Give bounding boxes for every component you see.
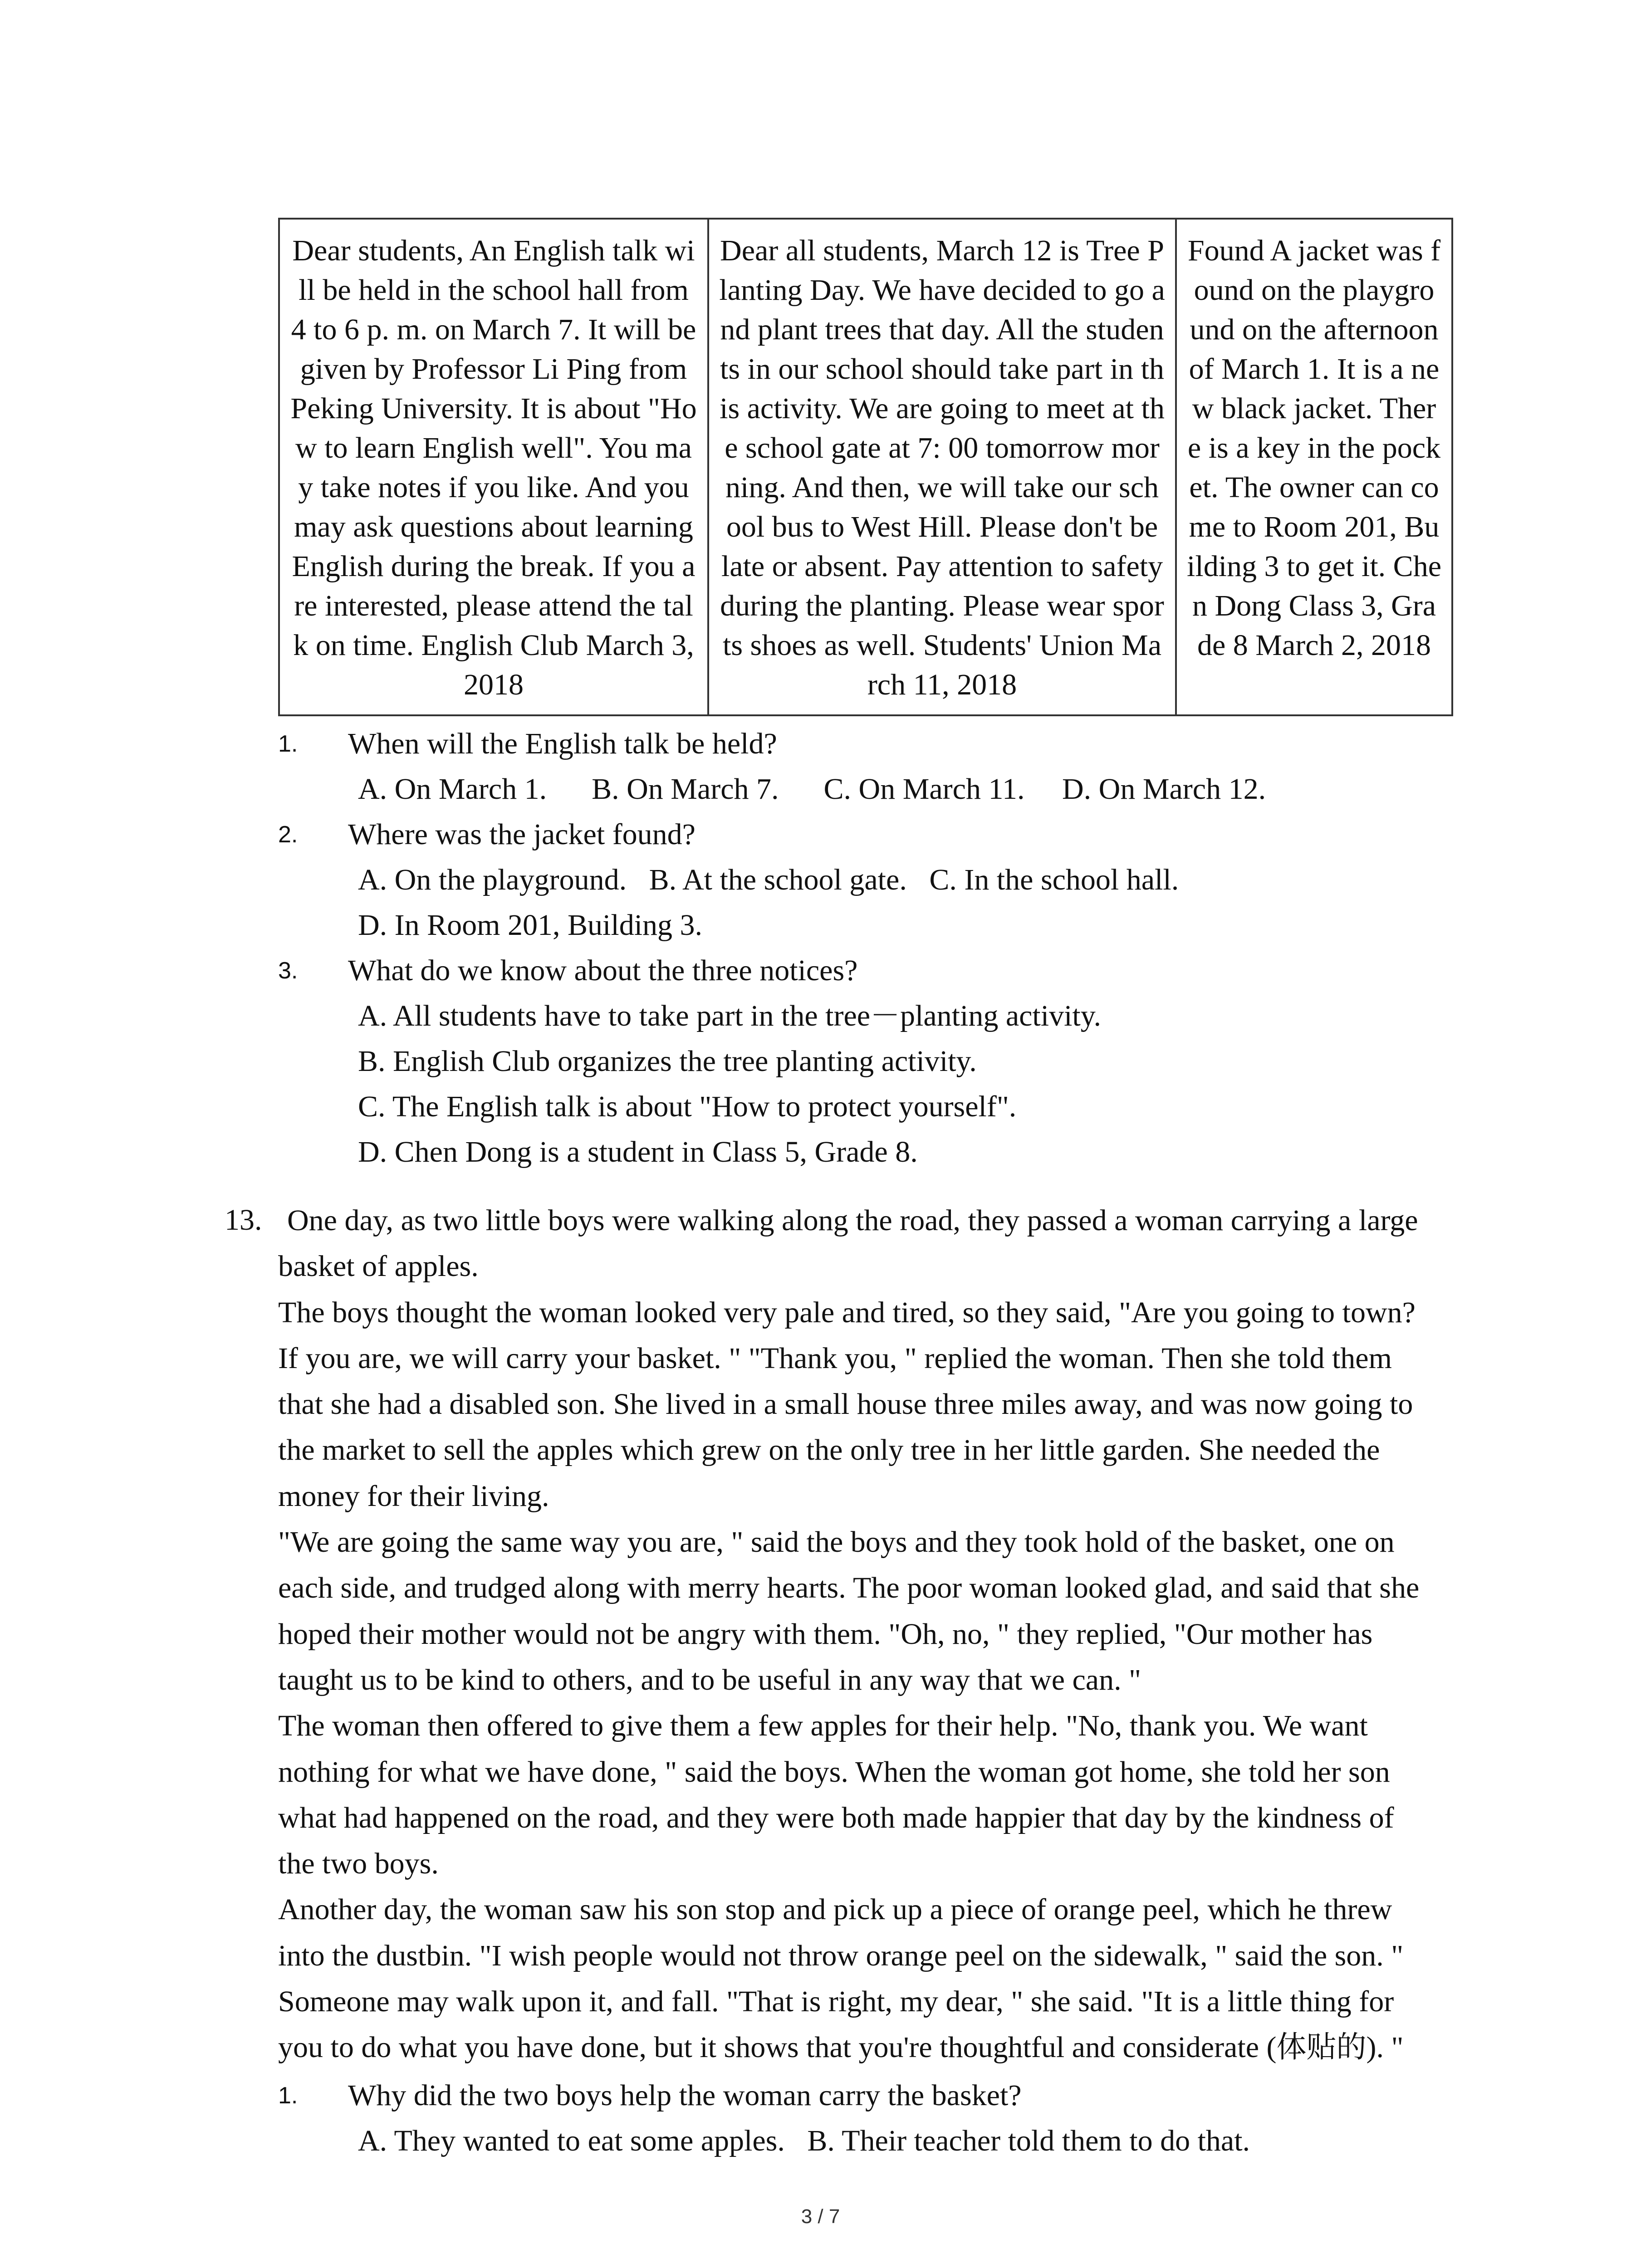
passage-line: One day, as two little boys were walking along the road, they passed a woman carrying a large bbox=[287, 1204, 1418, 1237]
question-options: A. On the playground. B. At the school gate. C. In the school hall. bbox=[358, 863, 1179, 896]
passage-line: The woman then offered to give them a few apples for their help. "No, thank you. We want bbox=[278, 1709, 1368, 1743]
question-option: C. The English talk is about "How to protect yourself". bbox=[358, 1090, 1017, 1123]
passage-line: nothing for what we have done, " said the boys. When the woman got home, she told her son bbox=[278, 1755, 1390, 1789]
question-option: D. Chen Dong is a student in Class 5, Grade 8. bbox=[358, 1135, 918, 1168]
passage-line: basket of apples. bbox=[278, 1250, 479, 1283]
passage-line: each side, and trudged along with merry hearts. The poor woman looked glad, and said that she bbox=[278, 1571, 1420, 1605]
page-number: 3 / 7 bbox=[801, 2205, 840, 2228]
passage-line: hoped their mother would not be angry with them. "Oh, no, " they replied, "Our mother has bbox=[278, 1617, 1373, 1651]
passage-line: "We are going the same way you are, " said the boys and they took hold of the basket, one on bbox=[278, 1525, 1395, 1559]
question-text: Why did the two boys help the woman carry the basket? bbox=[348, 2079, 1022, 2112]
question-number: 1. bbox=[278, 2082, 298, 2109]
notices-row bbox=[279, 219, 1452, 715]
passage-line: what had happened on the road, and they were both made happier that day by the kindness of bbox=[278, 1801, 1394, 1834]
passage-line: into the dustbin. "I wish people would not throw orange peel on the sidewalk, " said the son. " bbox=[278, 1939, 1404, 1972]
question-option: B. English Club organizes the tree planting activity. bbox=[358, 1045, 977, 1078]
question-text: What do we know about the three notices? bbox=[348, 954, 858, 987]
passage-line: money for their living. bbox=[278, 1479, 549, 1513]
question-text: Where was the jacket found? bbox=[348, 818, 696, 851]
passage-line: that she had a disabled son. She lived in a small house three miles away, and was now going to bbox=[278, 1388, 1413, 1421]
question-options: A. On March 1. B. On March 7. C. On March 11. D. On March 12. bbox=[358, 772, 1266, 806]
passage-line: the market to sell the apples which grew on the only tree in her little garden. She needed the bbox=[278, 1433, 1380, 1467]
question-number: 3. bbox=[278, 958, 298, 984]
passage-line: Another day, the woman saw his son stop and pick up a piece of orange peel, which he threw bbox=[278, 1893, 1392, 1926]
notice-found-jacket: Found A jacket was found on the playground on the afternoon of March 1. It is a new black jacket. There is a key in the pocket. The owner can come to Room 201, Building 3 to get it. Chen Dong Class 3, Grade 8 March 2, 2018 bbox=[1176, 219, 1452, 715]
reading-passage bbox=[278, 1198, 1458, 2071]
notices-table bbox=[278, 218, 1453, 716]
notice-english-talk: Dear students, An English talk will be held in the school hall from 4 to 6 p. m. on March 7. It will be given by Professor Li Ping from Peking University. It is about "How to learn English well". You may take notes if you like. And you may ask questions about learning English during the break. If you are interested, please attend the talk on time. English Club March 3, 2018 bbox=[279, 219, 708, 715]
question-number: 2. bbox=[278, 821, 298, 848]
question-text: When will the English talk be held? bbox=[348, 727, 777, 760]
passage-line: If you are, we will carry your basket. " "Thank you, " replied the woman. Then she told them bbox=[278, 1341, 1392, 1375]
notice-tree-planting: Dear all students, March 12 is Tree Planting Day. We have decided to go and plant trees that day. All the students in our school should take part in this activity. We are going to meet at the school gate at 7: 00 tomorrow morning. And then, we will take our school bus to West Hill. Please don't be late or absent. Pay attention to safety during the planting. Please wear sports shoes as well. Students' Union March 11, 2018 bbox=[708, 219, 1176, 715]
passage-line: Someone may walk upon it, and fall. "That is right, my dear, " she said. "It is a little thing for bbox=[278, 1985, 1394, 2019]
question-option: D. In Room 201, Building 3. bbox=[358, 909, 703, 942]
passage-line: the two boys. bbox=[278, 1847, 439, 1881]
question-option: A. All students have to take part in the tree－planting activity. bbox=[358, 999, 1101, 1032]
question-options: A. They wanted to eat some apples. B. Their teacher told them to do that. bbox=[358, 2124, 1250, 2157]
passage-number: 13. bbox=[225, 1203, 262, 1237]
passage-line: taught us to be kind to others, and to be useful in any way that we can. " bbox=[278, 1663, 1141, 1696]
passage-line: The boys thought the woman looked very pale and tired, so they said, "Are you going to town? bbox=[278, 1295, 1416, 1329]
passage-line: you to do what you have done, but it shows that you're thoughtful and considerate (体贴的). " bbox=[278, 2031, 1404, 2064]
question-number: 1. bbox=[278, 731, 298, 757]
